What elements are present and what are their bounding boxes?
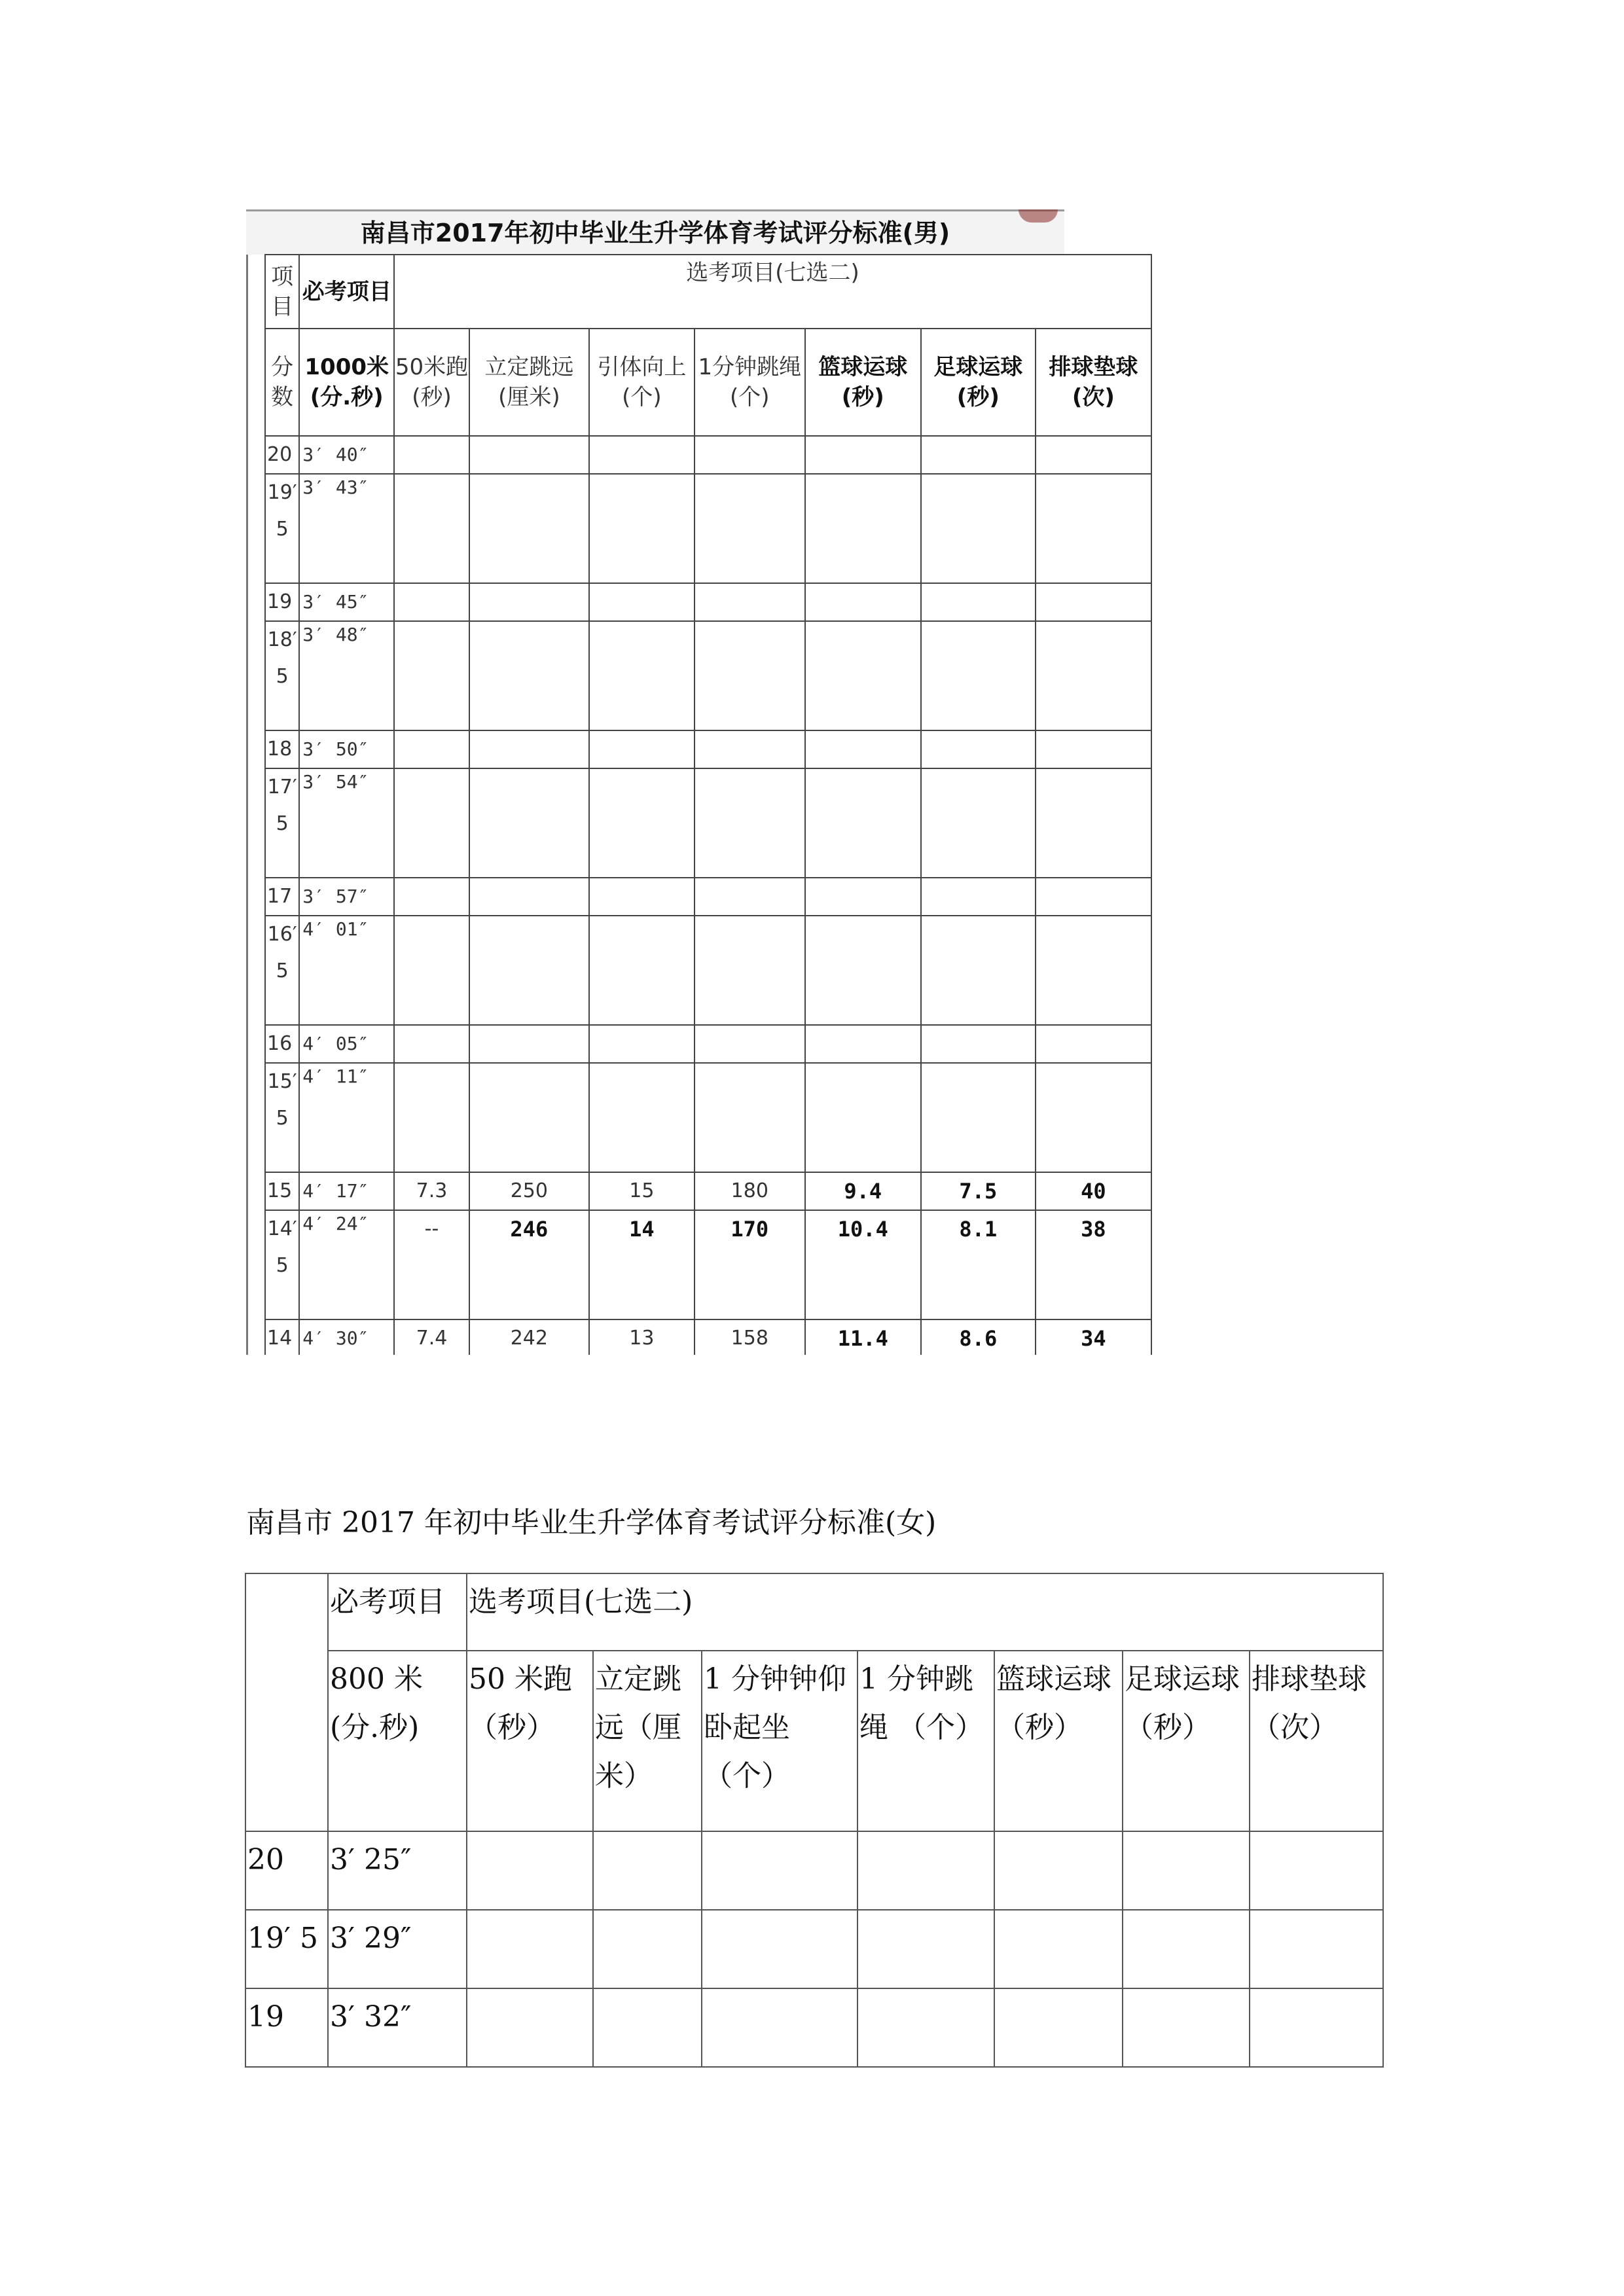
value-cell: 14	[589, 1210, 695, 1319]
value-cell	[469, 474, 589, 583]
value-cell	[394, 730, 469, 768]
time-cell: 3′ 48″	[299, 621, 394, 730]
value-cell	[695, 768, 805, 878]
value-cell: 180	[695, 1172, 805, 1210]
score-cell: 17′5	[265, 768, 299, 878]
girls-col-basketball: 篮球运球（秒）	[994, 1651, 1123, 1831]
boys-table-title: 南昌市2017年初中毕业生升学体育考试评分标准(男)	[246, 209, 1064, 255]
table-row	[265, 878, 1151, 916]
value-cell: 8.1	[921, 1210, 1036, 1319]
value-cell	[469, 583, 589, 621]
score-cell: 15′5	[265, 1063, 299, 1172]
value-cell: --	[394, 1210, 469, 1319]
value-cell	[589, 474, 695, 583]
value-cell	[805, 1025, 921, 1063]
girls-col-800m: 800 米(分.秒)	[328, 1651, 467, 1831]
table-row	[245, 1910, 1383, 1988]
value-cell	[921, 583, 1036, 621]
col-header-rope-skip: 1分钟跳绳(个)	[695, 329, 805, 436]
value-cell	[394, 1025, 469, 1063]
value-cell: 250	[469, 1172, 589, 1210]
time-cell: 3′ 25″	[328, 1831, 467, 1910]
girls-header-row-1	[245, 1573, 1383, 1651]
table-row	[265, 621, 1151, 730]
score-cell: 17	[265, 878, 299, 916]
time-cell: 4′ 11″	[299, 1063, 394, 1172]
table-row	[265, 1210, 1151, 1319]
value-cell: 242	[469, 1319, 589, 1357]
table-row	[265, 1319, 1151, 1357]
table-row	[265, 474, 1151, 583]
value-cell	[589, 878, 695, 916]
time-cell: 3′ 54″	[299, 768, 394, 878]
value-cell	[589, 730, 695, 768]
col-header-pull-up: 引体向上(个)	[589, 329, 695, 436]
value-cell	[1036, 1063, 1151, 1172]
value-cell: 7.5	[921, 1172, 1036, 1210]
table-row	[265, 436, 1151, 474]
value-cell	[857, 1988, 994, 2067]
value-cell	[469, 916, 589, 1025]
value-cell	[695, 436, 805, 474]
girls-corner-cell	[245, 1573, 328, 1831]
value-cell: 158	[695, 1319, 805, 1357]
value-cell	[1036, 768, 1151, 878]
elective-label: 选考项目(七选二)	[394, 255, 1151, 329]
value-cell: 170	[695, 1210, 805, 1319]
time-cell: 4′ 24″	[299, 1210, 394, 1319]
value-cell	[589, 621, 695, 730]
boys-score-table-image	[246, 209, 1152, 1381]
boys-score-table	[264, 254, 1152, 1358]
value-cell	[695, 916, 805, 1025]
table-row	[265, 1172, 1151, 1210]
value-cell	[1123, 1910, 1250, 1988]
value-cell	[702, 1910, 857, 1988]
time-cell: 3′ 32″	[328, 1988, 467, 2067]
col-header-1000m: 1000米(分.秒)	[299, 329, 394, 436]
value-cell: 246	[469, 1210, 589, 1319]
value-cell	[1036, 878, 1151, 916]
value-cell	[1036, 730, 1151, 768]
score-cell: 20	[265, 436, 299, 474]
corner-top-label: 项目	[265, 255, 299, 329]
value-cell	[805, 583, 921, 621]
value-cell: 10.4	[805, 1210, 921, 1319]
girls-elective-label: 选考项目(七选二)	[467, 1573, 1383, 1651]
girls-required-label: 必考项目	[328, 1573, 467, 1651]
value-cell	[695, 474, 805, 583]
value-cell	[1123, 1988, 1250, 2067]
value-cell	[593, 1831, 702, 1910]
value-cell	[805, 621, 921, 730]
value-cell	[593, 1910, 702, 1988]
girls-table-body	[245, 1831, 1383, 2067]
value-cell: 11.4	[805, 1319, 921, 1357]
value-cell: 13	[589, 1319, 695, 1357]
value-cell	[589, 768, 695, 878]
value-cell	[994, 1831, 1123, 1910]
required-label: 必考项目	[299, 255, 394, 329]
value-cell	[921, 436, 1036, 474]
value-cell: 38	[1036, 1210, 1151, 1319]
score-cell: 16	[265, 1025, 299, 1063]
table-row	[265, 583, 1151, 621]
time-cell: 4′ 30″	[299, 1319, 394, 1357]
girls-col-long-jump: 立定跳远（厘米）	[593, 1651, 702, 1831]
score-cell: 14	[265, 1319, 299, 1357]
time-cell: 4′ 01″	[299, 916, 394, 1025]
value-cell	[702, 1831, 857, 1910]
value-cell: 34	[1036, 1319, 1151, 1357]
col-header-long-jump: 立定跳远(厘米)	[469, 329, 589, 436]
value-cell	[1036, 621, 1151, 730]
value-cell	[921, 916, 1036, 1025]
value-cell	[469, 436, 589, 474]
value-cell	[394, 474, 469, 583]
value-cell	[921, 768, 1036, 878]
value-cell	[593, 1988, 702, 2067]
score-cell: 18	[265, 730, 299, 768]
value-cell	[805, 436, 921, 474]
table-row	[265, 916, 1151, 1025]
girls-score-table	[245, 1573, 1384, 2068]
time-cell: 3′ 29″	[328, 1910, 467, 1988]
value-cell	[467, 1831, 593, 1910]
value-cell: 9.4	[805, 1172, 921, 1210]
value-cell: 7.3	[394, 1172, 469, 1210]
girls-col-football: 足球运球（秒）	[1123, 1651, 1250, 1831]
time-cell: 3′ 50″	[299, 730, 394, 768]
value-cell	[394, 436, 469, 474]
boys-table-body	[265, 436, 1151, 1357]
time-cell: 3′ 45″	[299, 583, 394, 621]
value-cell	[1036, 436, 1151, 474]
value-cell	[394, 583, 469, 621]
value-cell	[467, 1988, 593, 2067]
col-header-football: 足球运球(秒)	[921, 329, 1036, 436]
value-cell	[805, 730, 921, 768]
value-cell	[589, 1063, 695, 1172]
value-cell	[1250, 1831, 1383, 1910]
value-cell	[469, 768, 589, 878]
value-cell	[394, 878, 469, 916]
value-cell	[394, 916, 469, 1025]
value-cell	[469, 621, 589, 730]
table-row	[265, 1063, 1151, 1172]
value-cell	[805, 1063, 921, 1172]
girls-header-row-2	[245, 1651, 1383, 1831]
table-row	[245, 1831, 1383, 1910]
girls-table-title: 南昌市 2017 年初中毕业生升学体育考试评分标准(女)	[246, 1506, 937, 1539]
value-cell	[1036, 1025, 1151, 1063]
value-cell	[695, 878, 805, 916]
value-cell	[994, 1988, 1123, 2067]
time-cell: 4′ 17″	[299, 1172, 394, 1210]
value-cell: 7.4	[394, 1319, 469, 1357]
value-cell	[469, 1025, 589, 1063]
score-cell: 16′5	[265, 916, 299, 1025]
girls-col-50m: 50 米跑（秒）	[467, 1651, 593, 1831]
value-cell	[589, 436, 695, 474]
value-cell: 40	[1036, 1172, 1151, 1210]
value-cell	[921, 474, 1036, 583]
value-cell	[1250, 1910, 1383, 1988]
girls-col-volleyball: 排球垫球 （次）	[1250, 1651, 1383, 1831]
header-row-2	[265, 329, 1151, 436]
score-cell: 19′5	[265, 474, 299, 583]
value-cell	[857, 1831, 994, 1910]
value-cell	[921, 1025, 1036, 1063]
image-cut-edge	[246, 1355, 1152, 1381]
header-row-1	[265, 255, 1151, 329]
value-cell	[921, 878, 1036, 916]
value-cell	[805, 916, 921, 1025]
score-cell: 14′5	[265, 1210, 299, 1319]
value-cell	[921, 730, 1036, 768]
image-edge	[246, 254, 248, 1380]
value-cell: 8.6	[921, 1319, 1036, 1357]
score-cell: 15	[265, 1172, 299, 1210]
value-cell	[1036, 583, 1151, 621]
score-cell: 18′5	[265, 621, 299, 730]
value-cell	[805, 474, 921, 583]
col-header-volleyball: 排球垫球(次)	[1036, 329, 1151, 436]
score-cell: 20	[245, 1831, 328, 1910]
value-cell	[857, 1910, 994, 1988]
table-row	[245, 1988, 1383, 2067]
value-cell	[394, 1063, 469, 1172]
time-cell: 3′ 43″	[299, 474, 394, 583]
value-cell	[469, 878, 589, 916]
score-cell: 19	[265, 583, 299, 621]
value-cell	[1036, 474, 1151, 583]
score-cell: 19	[245, 1988, 328, 2067]
girls-col-rope-skip: 1 分钟跳绳 （个）	[857, 1651, 994, 1831]
table-row	[265, 1025, 1151, 1063]
value-cell	[589, 1025, 695, 1063]
value-cell	[394, 768, 469, 878]
value-cell	[589, 916, 695, 1025]
value-cell	[1250, 1988, 1383, 2067]
table-row	[265, 730, 1151, 768]
time-cell: 3′ 57″	[299, 878, 394, 916]
value-cell	[469, 730, 589, 768]
value-cell	[394, 621, 469, 730]
girls-col-sit-up: 1 分钟钟仰卧起坐（个）	[702, 1651, 857, 1831]
value-cell	[702, 1988, 857, 2067]
value-cell	[695, 583, 805, 621]
value-cell	[1036, 916, 1151, 1025]
score-cell: 19′ 5	[245, 1910, 328, 1988]
value-cell	[805, 878, 921, 916]
table-row	[265, 768, 1151, 878]
value-cell	[695, 1025, 805, 1063]
value-cell	[469, 1063, 589, 1172]
value-cell	[1123, 1831, 1250, 1910]
value-cell	[695, 1063, 805, 1172]
value-cell	[695, 621, 805, 730]
col-header-50m: 50米跑(秒)	[394, 329, 469, 436]
value-cell	[805, 768, 921, 878]
value-cell	[695, 730, 805, 768]
value-cell	[467, 1910, 593, 1988]
value-cell: 15	[589, 1172, 695, 1210]
time-cell: 3′ 40″	[299, 436, 394, 474]
time-cell: 4′ 05″	[299, 1025, 394, 1063]
value-cell	[994, 1910, 1123, 1988]
value-cell	[921, 621, 1036, 730]
value-cell	[589, 583, 695, 621]
value-cell	[921, 1063, 1036, 1172]
col-header-basketball: 篮球运球(秒)	[805, 329, 921, 436]
corner-bottom-label: 分数	[265, 329, 299, 436]
